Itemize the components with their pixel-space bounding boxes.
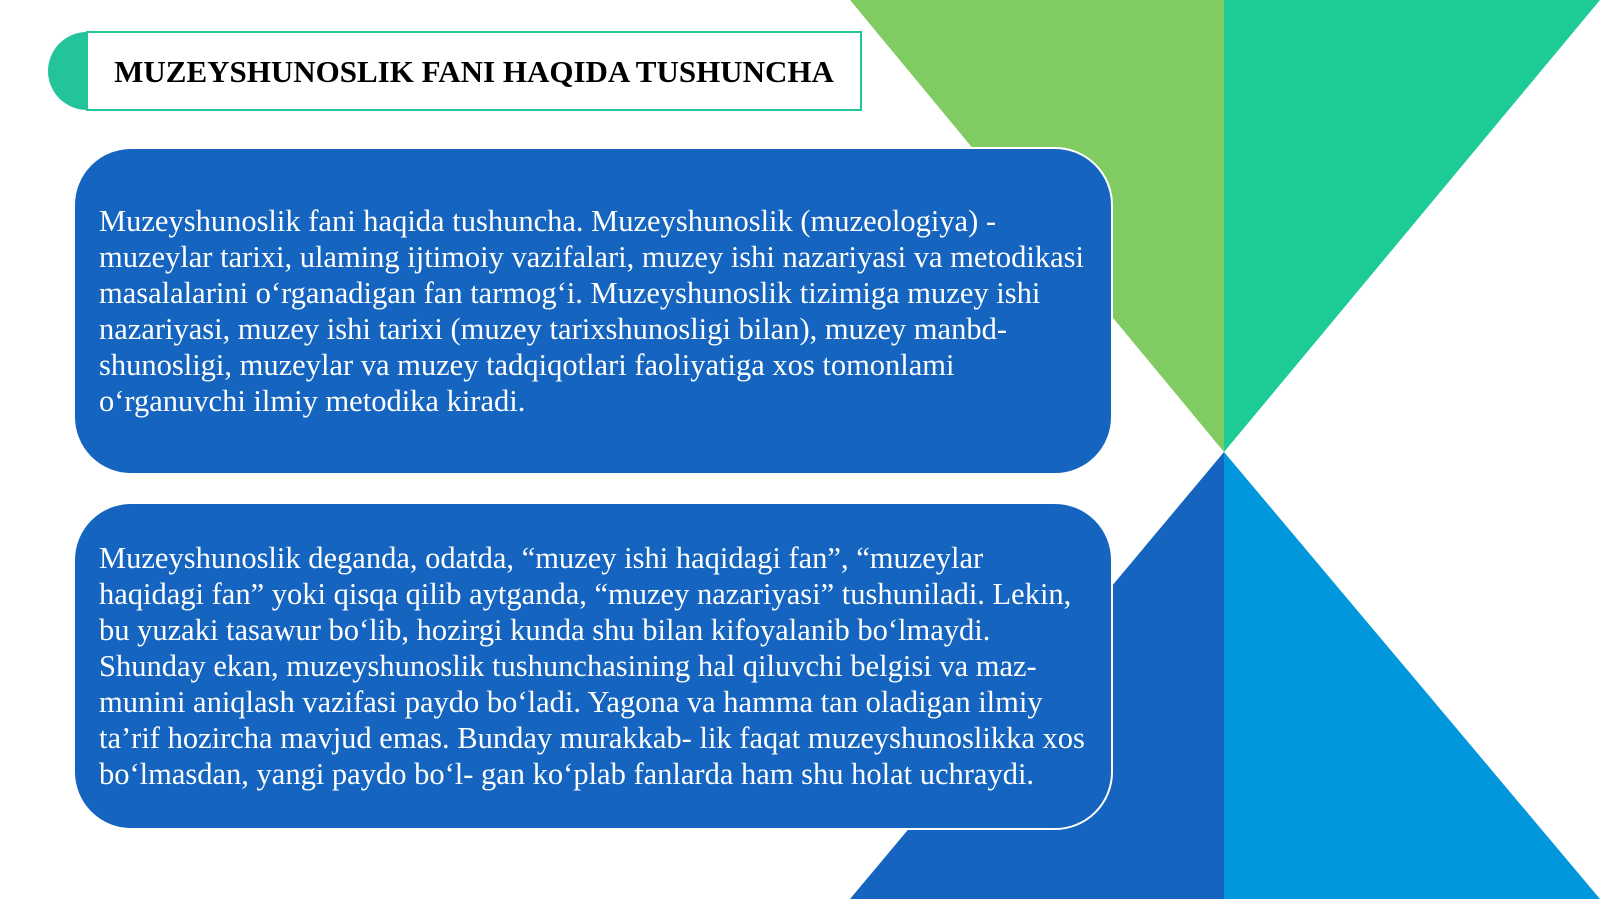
paragraph-2: Muzeyshunoslik deganda, odatda, “muzey ishi haqidagi fan”, “muzeylar haqidagi fan” yoki qisqa qilib aytganda, “muzey nazariyasi” tushuniladi. Lekin, bu yuzaki tasawur bo‘lib, hozirgi kunda shu bilan kifoyalanib bo‘lmaydi. Shunday ekan, muzeyshunoslik tushunchasining hal qiluvchi belgisi va maz- munini aniqlash vazifasi paydo bo‘ladi. Yagona va hamma tan oladigan ilmiy ta’rif hozircha mavjud emas. Bunday murakkab- lik faqat muzeyshunoslikka xos bo‘lmasdan, yangi paydo bo‘l- gan ko‘plab fanlarda ham shu holat uchraydi. xyxy=(99,541,1085,791)
text-card-1 xyxy=(73,147,1113,475)
text-card-2 xyxy=(73,502,1113,830)
paragraph-1: Muzeyshunoslik fani haqida tushuncha. Muzeyshunoslik (muzeologiya) - muzeylar tarixi, ulaming ijtimoiy vazifalari, muzey ishi nazariyasi va metodikasi masalalarini o‘rganadigan fan tarmog‘i. Muzeyshunoslik tizimiga muzey ishi nazariyasi, muzey ishi tarixi (muzey tarixshunosligi bilan), muzey manbd- shunosligi, muzeylar va muzey tadqiqotlari faoliyatiga xos tomonlami o‘rganuvchi ilmiy metodika kiradi. xyxy=(99,204,1085,418)
slide-title: MUZEYSHUNOSLIK FANI HAQIDA TUSHUNCHA xyxy=(114,53,834,89)
light-blue-triangle xyxy=(1224,452,1600,899)
teal-triangle xyxy=(1224,0,1600,452)
title-box xyxy=(86,31,862,111)
